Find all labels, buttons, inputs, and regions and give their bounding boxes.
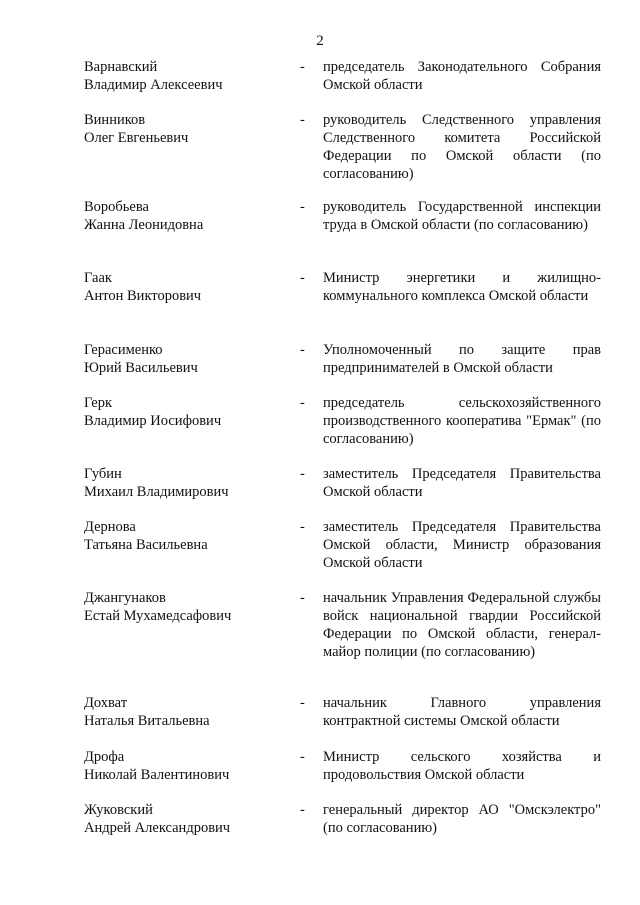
- dash-separator: -: [300, 199, 305, 215]
- position-description: председатель Законодательного Собрания Омской области: [323, 59, 601, 93]
- surname: Варнавский: [84, 59, 158, 75]
- page-number: 2: [316, 33, 324, 49]
- given-names: Жанна Леонидовна: [84, 217, 204, 233]
- person-name: [84, 269, 289, 305]
- given-names: Михаил Владимирович: [84, 484, 229, 500]
- position-description: заместитель Председателя Правительства Омской области: [323, 466, 601, 500]
- dash-separator: -: [300, 749, 305, 765]
- surname: Дрофа: [84, 749, 125, 765]
- person-name: [84, 341, 289, 377]
- person-name: [84, 465, 289, 501]
- surname: Герасименко: [84, 342, 163, 358]
- given-names: Владимир Иосифович: [84, 413, 222, 429]
- dash-separator: -: [300, 342, 305, 358]
- person-name: [84, 394, 289, 430]
- surname: Дернова: [84, 519, 136, 535]
- surname: Воробьева: [84, 199, 149, 215]
- given-names: Антон Викторович: [84, 288, 202, 304]
- given-names: Андрей Александрович: [84, 820, 231, 836]
- surname: Жуковский: [84, 802, 153, 818]
- person-name: [84, 589, 289, 625]
- given-names: Естай Мухамедсафович: [84, 608, 232, 624]
- position-description: генеральный директор АО "Омскэлектро" (по согласованию): [323, 802, 601, 836]
- surname: Дохват: [84, 695, 128, 711]
- person-name: [84, 58, 289, 94]
- position-description: руководитель Государственной инспекции труда в Омской области (по согласованию): [323, 199, 601, 233]
- given-names: Наталья Витальевна: [84, 713, 210, 729]
- position-description: Министр энергетики и жилищно-коммунального комплекса Омской области: [323, 270, 601, 304]
- person-name: [84, 198, 289, 234]
- dash-separator: -: [300, 802, 305, 818]
- dash-separator: -: [300, 59, 305, 75]
- position-description: Уполномоченный по защите прав предпринимателей в Омской области: [323, 342, 601, 376]
- surname: Гаак: [84, 270, 112, 286]
- given-names: Николай Валентинович: [84, 767, 230, 783]
- position-description: заместитель Председателя Правительства Омской области, Министр образования Омской области: [323, 519, 601, 571]
- given-names: Юрий Васильевич: [84, 360, 198, 376]
- dash-separator: -: [300, 519, 305, 535]
- dash-separator: -: [300, 270, 305, 286]
- dash-separator: -: [300, 466, 305, 482]
- dash-separator: -: [300, 590, 305, 606]
- dash-separator: -: [300, 695, 305, 711]
- dash-separator: -: [300, 395, 305, 411]
- person-name: [84, 801, 289, 837]
- position-description: начальник Управления Федеральной службы войск национальной гвардии Российской Федерации по Омской области, генерал-майор полиции (по согласованию): [323, 590, 601, 660]
- person-name: [84, 111, 289, 147]
- position-description: председатель сельскохозяйственного производственного кооператива "Ермак" (по согласованию): [323, 395, 601, 447]
- surname: Герк: [84, 395, 113, 411]
- surname: Губин: [84, 466, 122, 482]
- surname: Джангунаков: [84, 590, 166, 606]
- dash-separator: -: [300, 112, 305, 128]
- given-names: Олег Евгеньевич: [84, 130, 189, 146]
- person-name: [84, 518, 289, 554]
- person-name: [84, 694, 289, 730]
- person-name: [84, 748, 289, 784]
- given-names: Татьяна Васильевна: [84, 537, 208, 553]
- surname: Винников: [84, 112, 146, 128]
- position-description: Министр сельского хозяйства и продовольствия Омской области: [323, 749, 601, 783]
- given-names: Владимир Алексеевич: [84, 77, 223, 93]
- position-description: начальник Главного управления контрактной системы Омской области: [323, 695, 601, 729]
- position-description: руководитель Следственного управления Следственного комитета Российской Федерации по Омской области (по согласованию): [323, 112, 601, 182]
